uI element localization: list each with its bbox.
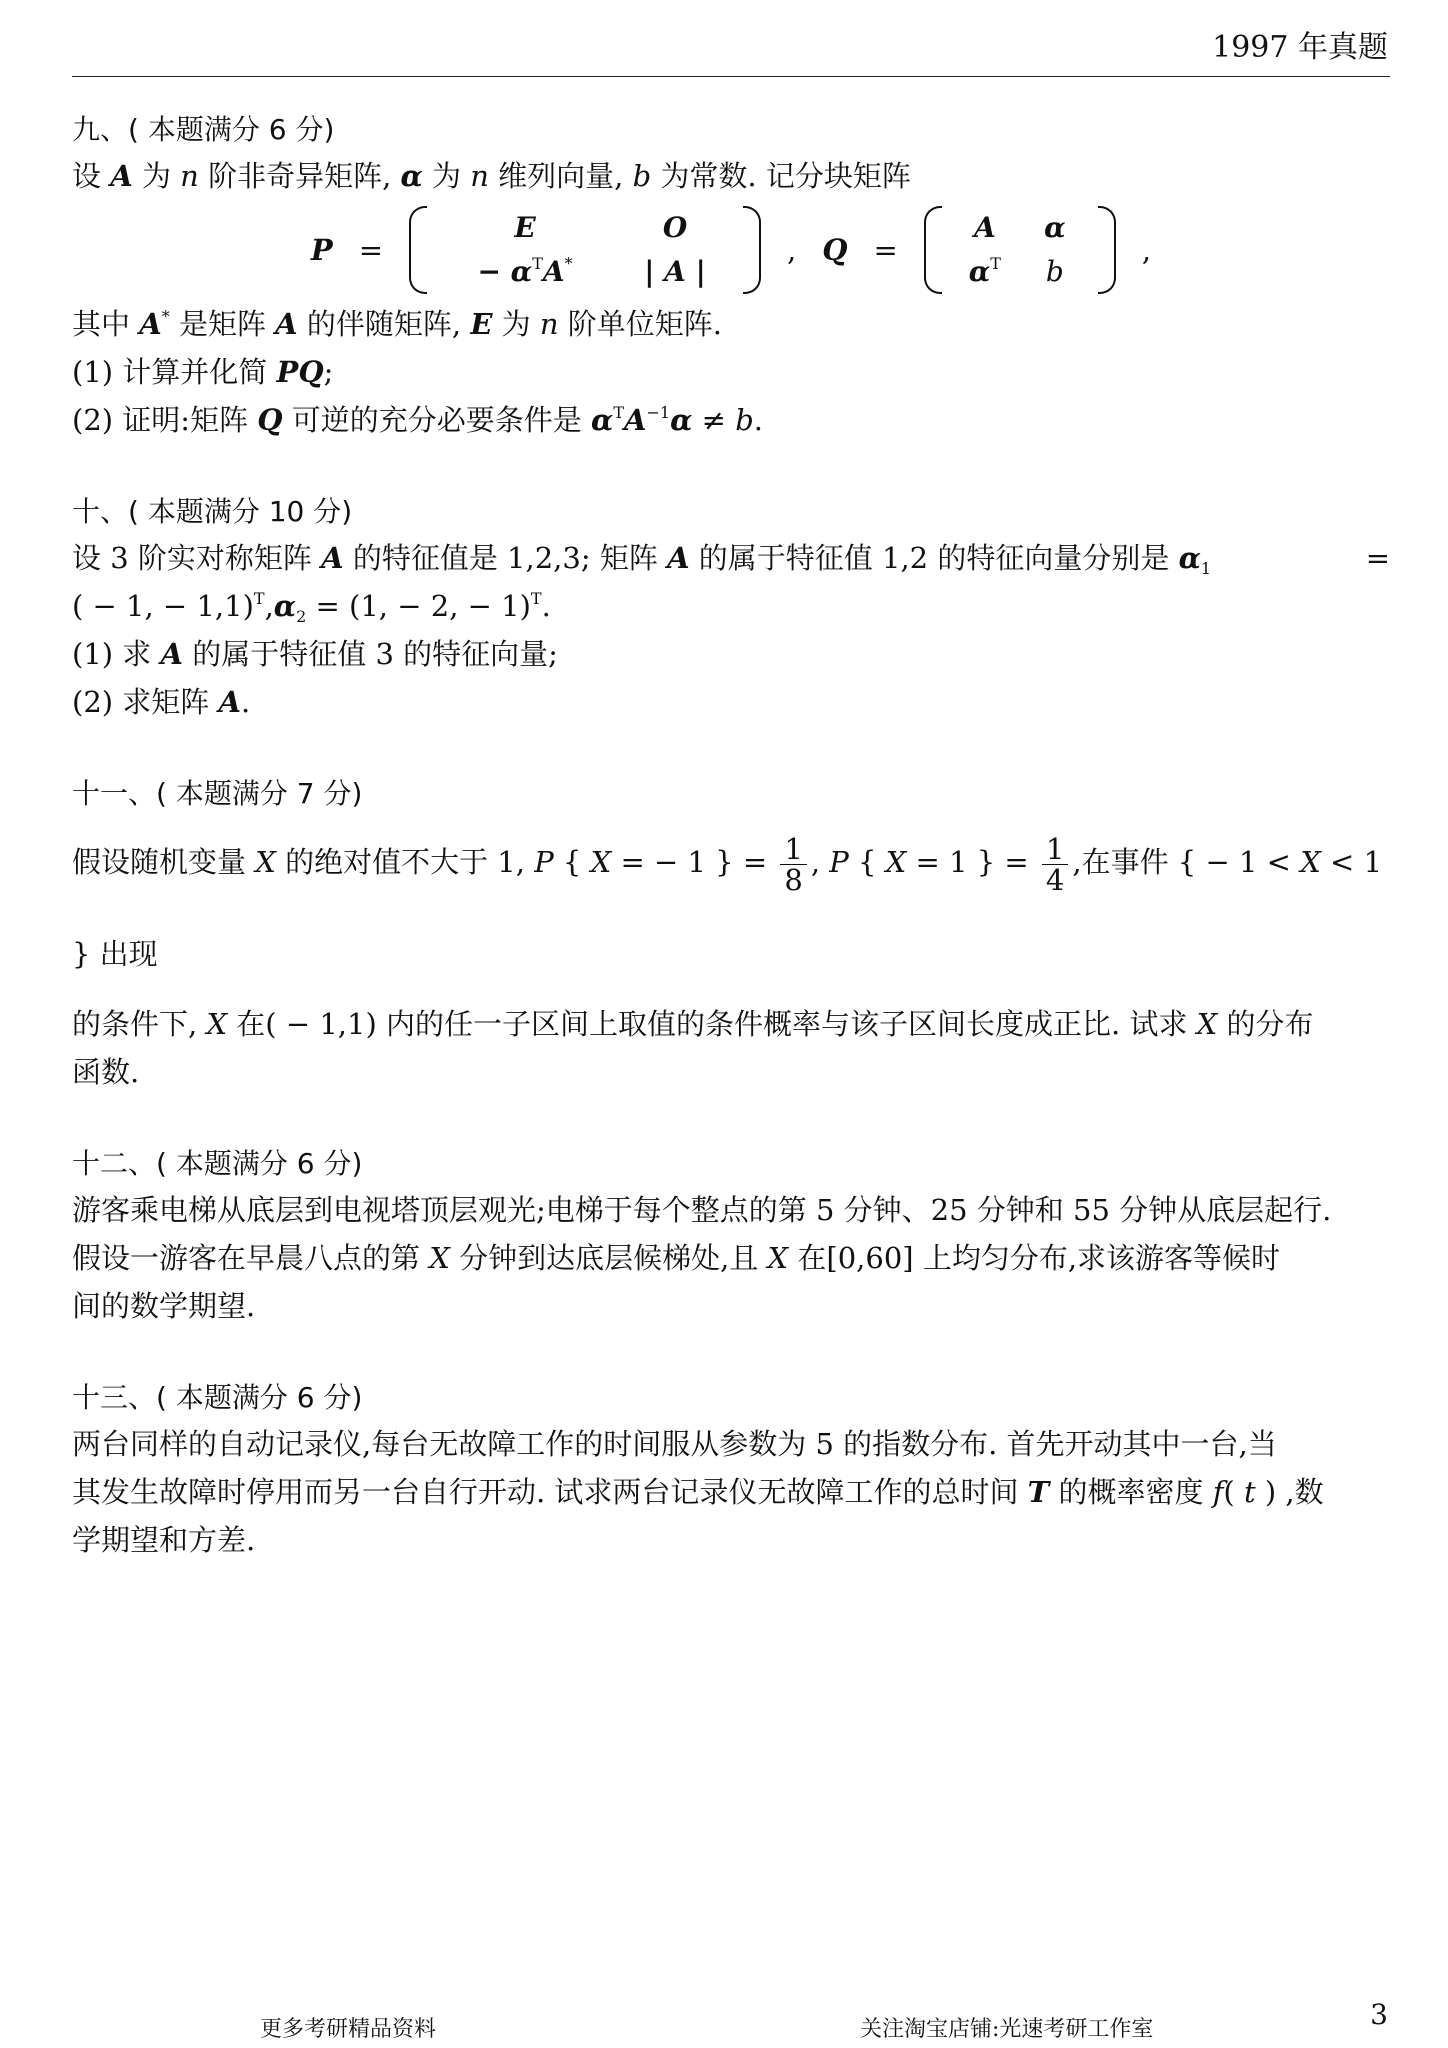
question-10-title: 十、( 本题满分 10 分) [72,495,353,528]
q12-line-2: 假设一游客在早晨八点的第 X 分钟到达底层候梯处,且 X 在[0,60] 上均匀分布,求该游客等候时 [72,1241,1281,1275]
matrix-Q [924,206,1116,294]
matrix-P-grid [427,206,743,294]
q9-subquestion-2: (2) 证明:矩阵 Q 可逆的充分必要条件是 $\alpha^TA^{-1}\alpha \ne b$. [72,403,763,437]
q13-line-1: 两台同样的自动记录仪,每台无故障工作的时间服从参数为 5 的指数分布. 首先开动其中一台,当 [72,1427,1277,1461]
q9-line-2: 其中 A* 是矩阵 A 的伴随矩阵, E 为 n 阶单位矩阵. [72,307,723,341]
matrix-cell: E [514,211,536,244]
spacer [72,444,1390,490]
question-13-title: 十三、( 本题满分 6 分) [72,1381,363,1414]
equals-sign: = [873,233,898,267]
text: 为 [132,159,181,193]
math-b: b [632,159,652,193]
matrix-P [409,206,761,294]
q11-line-3: 函数. [72,1055,140,1089]
footer-right-text: 关注淘宝店铺:光速考研工作室 [860,2017,1154,2042]
fraction-1-4: $\frac{1}{4}$ [1042,834,1068,895]
text: 维列向量, [488,159,633,193]
math-n: n [470,159,489,193]
q10-line-1: 设 3 阶实对称矩阵 A 的特征值是 1,2,3; 矩阵 A 的属于特征值 1,2 的特征向量分别是 $\alpha_1$ = [72,541,1390,578]
question-10 [72,490,1390,726]
equals-sign: = [358,233,384,267]
q9-line-1 [72,152,1390,200]
matrix-cell: − $\alpha^TA^*$ [477,254,573,288]
question-9 [72,108,1390,444]
page-number: 3 [1370,1998,1388,2031]
page-header-title: 1997 年真题 [1212,30,1388,65]
q11-line-2: 的条件下, X 在( − 1,1) 内的任一子区间上取值的条件概率与该子区间长度成正比. 试求 X 的分布 [72,1007,1314,1041]
q12-line-1: 游客乘电梯从底层到电视塔顶层观光;电梯于每个整点的第 5 分钟、25 分钟和 55 分钟从底层起行. [72,1193,1332,1227]
matrix-Q-label: Q [822,233,848,267]
q13-line-3: 学期望和方差. [72,1523,256,1557]
right-paren [743,206,761,294]
text: 阶非奇异矩阵, [198,159,401,193]
q10-line-2: ( − 1, − $1,1)^T,\alpha_2 = (1$, − 2, − 1)$^T$. [72,589,551,626]
question-12 [72,1142,1390,1330]
matrix-cell: b [1045,255,1064,288]
spacer [72,1096,1390,1142]
question-11-title: 十一、( 本题满分 7 分) [72,777,363,810]
fraction-1-8: $\frac{1}{8}$ [780,834,806,895]
matrix-Q-grid [942,206,1098,294]
q10-subquestion-2: (2) 求矩阵 A. [72,685,251,719]
spacer [72,726,1390,772]
math-n: n [180,159,199,193]
text: 设 [72,159,111,193]
question-13 [72,1376,1390,1564]
document-body [72,108,1390,1564]
text: 为 [422,159,471,193]
left-paren [924,206,942,294]
q13-line-2: 其发生故障时停用而另一台自行开动. 试求两台记录仪无故障工作的总时间 T 的概率密度 f( t ) ,数 [72,1475,1324,1509]
matrix-cell: A [973,211,996,244]
matrix-cell: $\alpha^T$ [968,254,1001,288]
q10-subquestion-1: (1) 求 A 的属于特征值 3 的特征向量; [72,637,558,671]
matrix-P-label: P [310,233,333,267]
spacer [72,1330,1390,1376]
matrix-cell: O [662,211,688,244]
left-paren [409,206,427,294]
math-A: A [110,159,133,193]
q12-line-3: 间的数学期望. [72,1289,256,1323]
question-11 [72,772,1390,1096]
comma: , [787,233,797,267]
matrix-cell: α [1044,211,1066,244]
right-paren [1098,206,1116,294]
footer-left-text: 更多考研精品资料 [260,2017,437,2042]
matrix-cell: | A | [644,255,706,288]
header-divider [72,76,1390,77]
question-12-title: 十二、( 本题满分 6 分) [72,1147,363,1180]
question-9-title: 九、( 本题满分 6 分) [72,113,335,146]
text: 为常数. 记分块矩阵 [651,159,911,193]
math-alpha: α [400,159,423,193]
block-matrix-display [72,202,1390,298]
q11-line-1: 假设随机变量 X 的绝对值不大于 1, P { X = − 1 } = $\frac{1}{8}$ , P { X = 1 } = $\frac{1}{4}$ ,在事件 { − 1 < X < 1 } 出现 [72,831,1383,971]
q9-subquestion-1: (1) 计算并化简 PQ; [72,355,334,389]
comma: , [1141,233,1152,267]
